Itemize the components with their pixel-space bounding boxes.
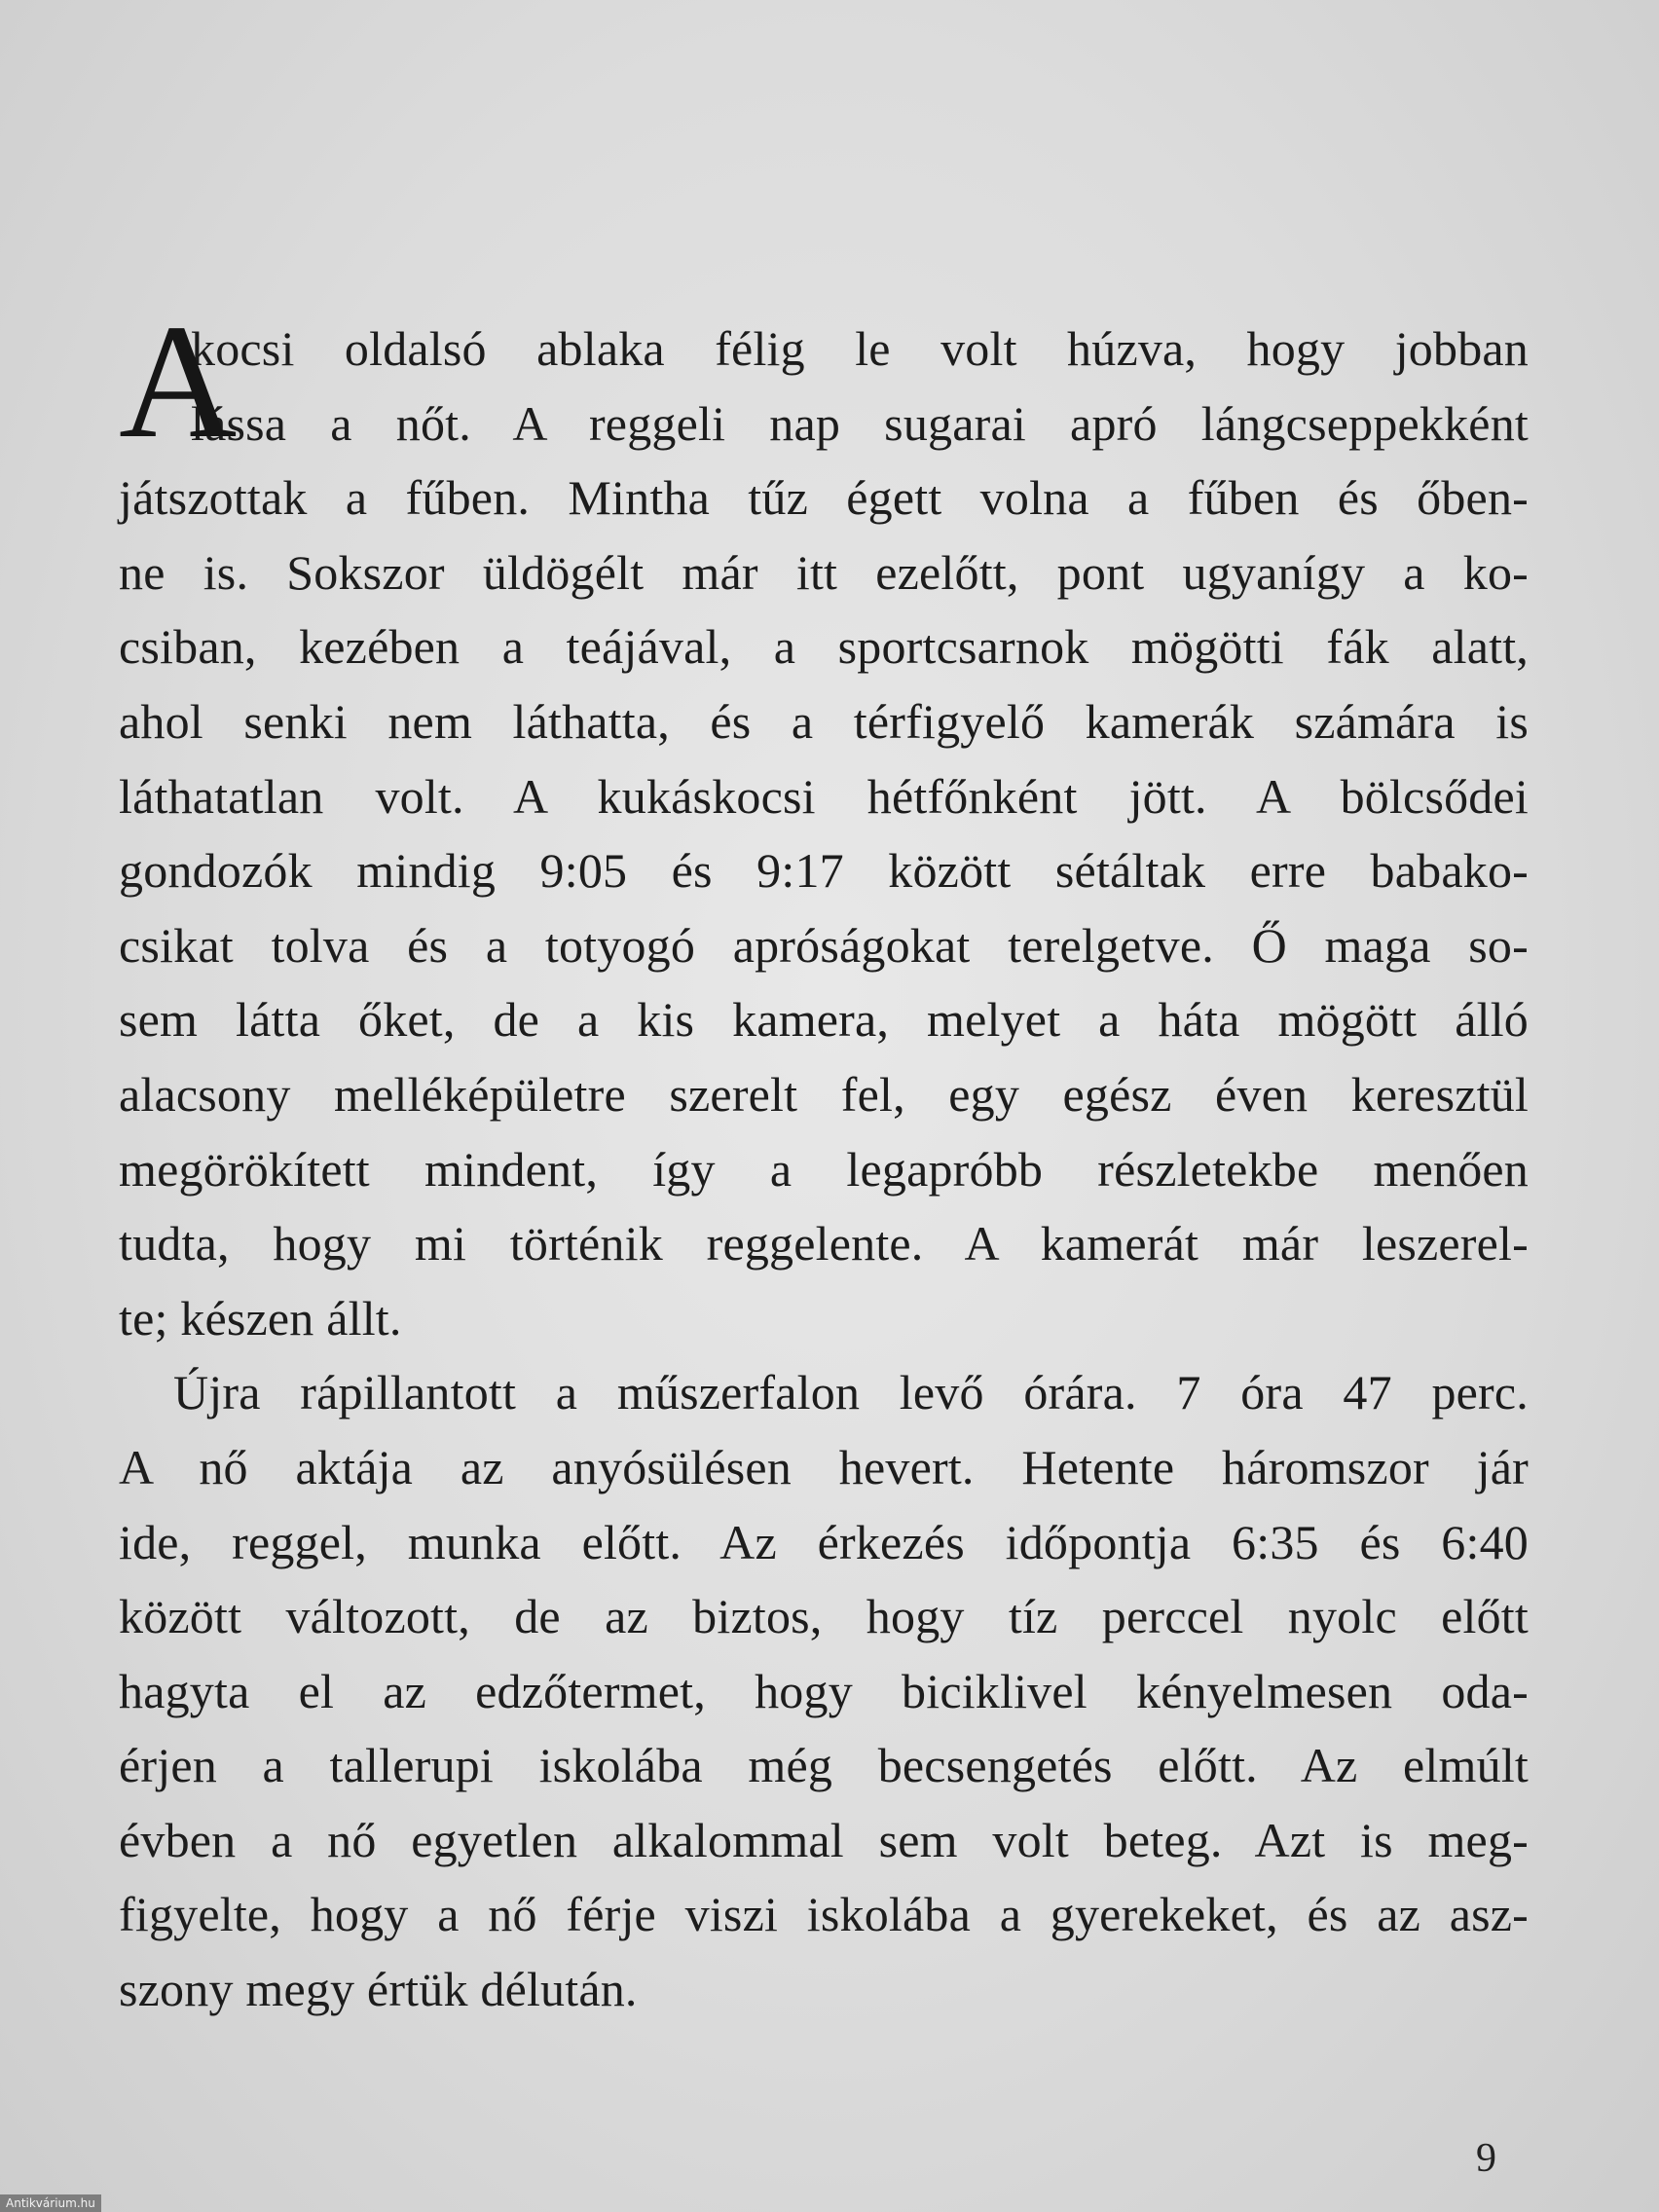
text-line: lássa a nőt. A reggeli nap sugarai apró lángcseppekként xyxy=(191,395,1529,451)
text-line: A nő aktája az anyósülésen hevert. Hetente háromszor jár xyxy=(119,1439,1529,1494)
text-line: szony megy értük délután. xyxy=(119,1962,638,2017)
text-line: te; készen állt. xyxy=(119,1290,402,1346)
text-line: ne is. Sokszor üldögélt már itt ezelőtt, pont ugyanígy a ko- xyxy=(119,544,1529,600)
watermark: Antikvárium.hu xyxy=(0,2194,101,2212)
text-line: megörökített mindent, így a legapróbb részletekbe menően xyxy=(119,1141,1529,1197)
paragraph-1 xyxy=(119,291,1529,1355)
paragraph-2 xyxy=(119,1355,1529,2026)
text-line: ide, reggel, munka előtt. Az érkezés időpontja 6:35 és 6:40 xyxy=(119,1514,1529,1569)
text-line: Újra rápillantott a műszerfalon levő órára. 7 óra 47 perc. xyxy=(173,1365,1529,1420)
text-line: érjen a tallerupi iskolába még becsengetés előtt. Az elmúlt xyxy=(119,1738,1529,1793)
text-line: csiban, kezében a teájával, a sportcsarnok mögötti fák alatt, xyxy=(119,619,1529,675)
text-line: figyelte, hogy a nő férje viszi iskolába a gyerekeket, és az asz- xyxy=(119,1887,1529,1942)
text-line: hagyta el az edzőtermet, hogy biciklivel kényelmesen oda- xyxy=(119,1663,1529,1718)
text-line: gondozók mindig 9:05 és 9:17 között sétáltak erre babako- xyxy=(119,843,1529,899)
text-line: évben a nő egyetlen alkalommal sem volt beteg. Azt is meg- xyxy=(119,1812,1529,1867)
text-line: sem látta őket, de a kis kamera, melyet a háta mögött álló xyxy=(119,992,1529,1048)
text-line: tudta, hogy mi történik reggelente. A kamerát már leszerel- xyxy=(119,1216,1529,1272)
text-line: kocsi oldalsó ablaka félig le volt húzva, hogy jobban xyxy=(191,321,1529,376)
drop-cap: A xyxy=(119,291,238,472)
text-block xyxy=(119,291,1529,2027)
text-line: láthatatlan volt. A kukáskocsi hétfőnként jött. A bölcsődei xyxy=(119,768,1529,824)
text-line: között változott, de az biztos, hogy tíz perccel nyolc előtt xyxy=(119,1589,1529,1644)
text-line: játszottak a fűben. Mintha tűz égett volna a fűben és őben- xyxy=(119,470,1529,526)
text-line: ahol senki nem láthatta, és a térfigyelő kamerák számára is xyxy=(119,693,1529,749)
text-line: csikat tolva és a totyogó apróságokat terelgetve. Ő maga so- xyxy=(119,917,1529,973)
page-number: 9 xyxy=(1476,2136,1496,2181)
text-line: alacsony melléképületre szerelt fel, egy egész éven keresztül xyxy=(119,1066,1529,1122)
